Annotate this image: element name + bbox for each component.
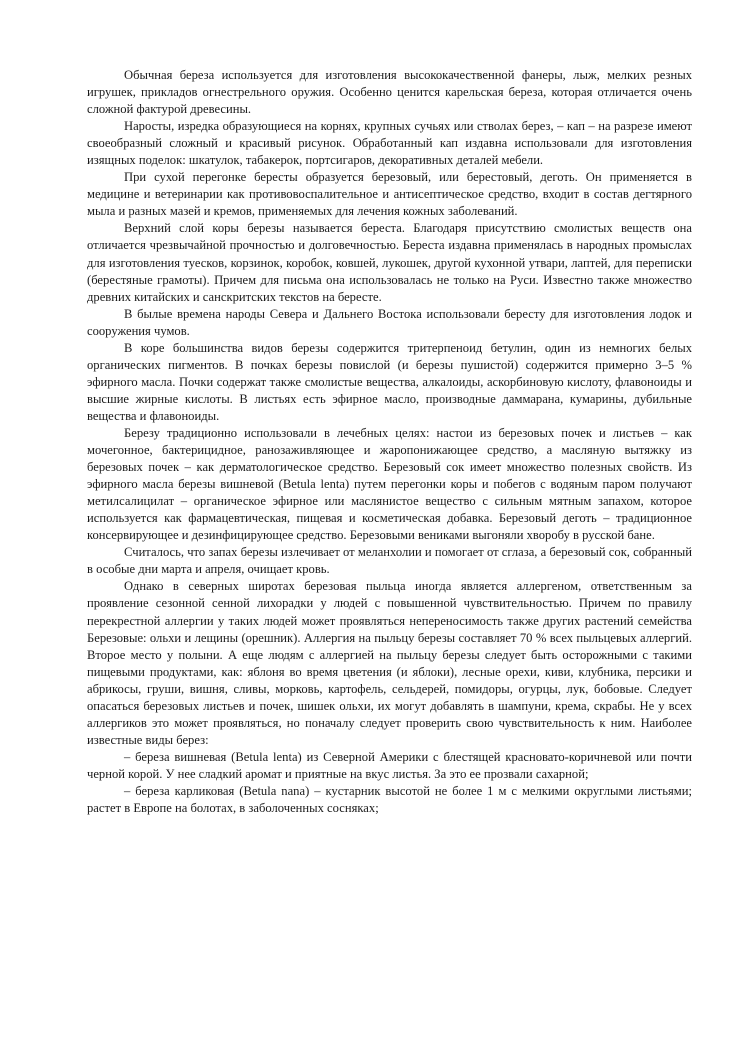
paragraph-birch-tar: При сухой перегонке бересты образуется березовый, или берестовый, деготь. Он применяется в медицине и ветеринарии как противовоспалительное и антисептическое средство, входит в состав дегтярного мыла и разных мазей и кремов, применяемых для лечения кожных заболеваний. [87,170,692,219]
list-item-betula-lenta: – береза вишневая (Betula lenta) из Северной Америки с блестящей красновато-коричневой или почти черной корой. У нее сладкий аромат и приятные на вкус листья. За это ее прозвали сахарной; [87,749,692,781]
paragraph-folk-beliefs: Считалось, что запах березы излечивает от меланхолии и помогает от сглаза, а березовый сок, собранный в особые дни марта и апреля, очищает кровь. [87,545,692,577]
list-item-betula-nana: – береза карликовая (Betula nana) – кустарник высотой не более 1 м с мелкими округлыми листьями; растет в Европе на болотах, в заболоченных сосняках; [87,783,692,816]
document-page [87,67,692,817]
paragraph-betulin: В коре большинства видов березы содержится тритерпеноид бетулин, один из немногих белых органических пигментов. В почках березы повислой (и березы пушистой) содержится примерно 3–5 % эфирного масла. Почки содержат также смолистые вещества, алкалоиды, аскорбиновую кислоту, флавоноиды и высшие жирные кислоты. В листьях есть эфирное масло, производные даммарана, кумарины, дубильные вещества и флавоноиды. [87,340,692,423]
paragraph-allergy: Однако в северных широтах березовая пыльца иногда является аллергеном, ответственным за проявление сезонной сенной лихорадки у людей с повышенной чувствительностью. Причем по правилу перекрестной аллергии у таких людей может проявляться непереносимость также других растений семейства Березовые: ольхи и лещины (орешник). Аллергия на пыльцу березы составляет 70 % всех пыльцевых аллергий. Второе место у полыни. А еще людям с аллергией на пыльцу березы следует быть осторожными с такими пищевыми продуктами, как: яблоня во время цветения (и яблоки), лесные орехи, киви, клубника, персики и абрикосы, груши, вишня, сливы, морковь, картофель, сельдерей, помидоры, огурцы, лук, бобовые. Следует опасаться березовых листьев и почек, шишек ольхи, их могут добавлять в шампуни, крема, скрабы. Не у всех аллергиков это может проявляться, но поначалу следует проверить свою чувствительность к ним. Наиболее известные виды берез: [87,579,692,747]
paragraph-birch-bark: Верхний слой коры березы называется береста. Благодаря присутствию смолистых веществ она отличается чрезвычайной прочностью и долговечностью. Береста издавна применялась в народных промыслах для изготовления туесков, корзинок, коробок, ковшей, лукошек, другой кухонной утвари, лаптей, для переписки (берестяные грамоты). Причем для письма она использовалась не только на Руси. Известно также множество древних китайских и санскритских текстов на бересте. [87,221,692,304]
paragraph-birch-uses: Обычная береза используется для изготовления высококачественной фанеры, лыж, мелких резных игрушек, прикладов огнестрельного оружия. Особенно ценится карельская береза, которая отличается очень сложной фактурой древесины. [87,68,692,117]
paragraph-medicinal-use: Березу традиционно использовали в лечебных целях: настои из березовых почек и листьев – как мочегонное, бактерицидное, ранозаживляющее и жаропонижающее средство, а масляную вытяжку из березовых почек – как дерматологическое средство. Березовый сок имеет множество полезных свойств. Из эфирного масла березы вишневой (Betula lenta) путем перегонки коры и побегов с водяным паром получают метилсалицилат – органическое эфирное или маслянистое вещество с сильным мятным запахом, которое используется как фармацевтическая, пищевая и косметическая добавка. Березовый деготь – традиционное консервирующее и дезинфицирующее средство. Березовыми вениками выгоняли хворобу в русской бане. [87,425,692,543]
paragraph-burl: Наросты, изредка образующиеся на корнях, крупных сучьях или стволах берез, – кап – на разрезе имеют своеобразный сложный и красивый рисунок. Обработанный кап издавна использовали для изготовления изящных поделок: шкатулок, табакерок, портсигаров, декоративных деталей мебели. [87,119,692,168]
paragraph-northern-peoples: В былые времена народы Севера и Дальнего Востока использовали бересту для изготовления лодок и сооружения чумов. [87,306,692,338]
